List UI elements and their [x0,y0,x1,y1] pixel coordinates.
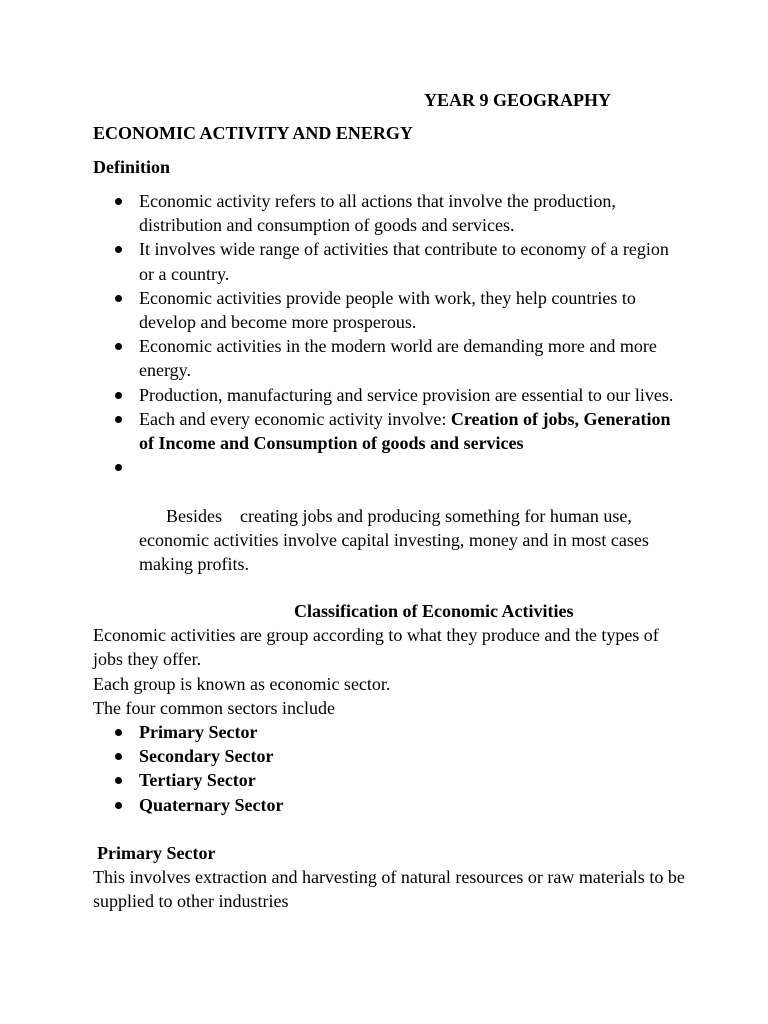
list-item [0,237,687,285]
sector-list [0,720,687,817]
definition-item-text: Economic activities in the modern world are demanding more and more energy. [139,336,657,381]
bullet-icon [115,753,122,760]
definition-item-text: Production, manufacturing and service provision are essential to our lives. [139,384,674,405]
definition-item-text: Economic activities provide people with work, they help countries to develop and become more prosperous. [139,287,636,333]
definition-item-text: Economic activity refers to all actions that involve the production, distribution and consumption of goods and services. [139,191,616,236]
definition-item-text: Each and every economic activity involve: [139,408,451,429]
bullet-icon [115,295,122,302]
definition-item-text: Besides creating jobs and producing something for human use, economic activities involve capital investing, money and in most cases making profits. [139,505,654,575]
bullet-icon [115,729,122,736]
bullet-icon [115,198,122,205]
primary-sector-paragraph: This involves extraction and harvesting of natural resources or raw materials to be supplied to other industries [93,867,685,912]
document-title: ECONOMIC ACTIVITY AND ENERGY [93,123,413,143]
sector-name: Quaternary Sector [139,794,284,815]
bullet-icon [115,392,122,399]
definition-item-text: It involves wide range of activities that contribute to economy of a region or a country. [139,239,669,284]
definition-heading: Definition [93,157,171,177]
list-item [0,407,687,455]
definition-list [0,189,687,600]
bullet-icon [115,464,122,471]
economic-sector-paragraph: Each group is known as economic sector. [93,674,391,694]
primary-sector-heading: Primary Sector [97,843,216,863]
bullet-icon [115,416,122,423]
list-item [0,383,687,407]
bullet-icon [115,246,122,253]
list-item [0,768,687,792]
list-item [0,744,687,768]
list-item [0,455,687,600]
bullet-icon [115,777,122,784]
bullet-icon [115,802,122,809]
list-item [0,793,687,817]
definition-item-emphasis: Creation of jobs, Generation of Income and Consumption of goods and services [139,408,671,454]
sector-name: Tertiary Sector [139,770,256,791]
sector-name: Secondary Sector [139,746,274,767]
classification-paragraph: Economic activities are group according to what they produce and the types of jobs they offer. [93,625,659,670]
subject-header: YEAR 9 GEOGRAPHY [424,90,612,110]
classification-heading: Classification of Economic Activities [294,601,574,621]
list-item [0,286,687,334]
list-item [0,720,687,744]
sector-name: Primary Sector [139,722,258,742]
bullet-icon [115,343,122,350]
sectors-intro-paragraph: The four common sectors include [93,698,335,718]
list-item [0,334,687,382]
list-item [0,189,687,237]
